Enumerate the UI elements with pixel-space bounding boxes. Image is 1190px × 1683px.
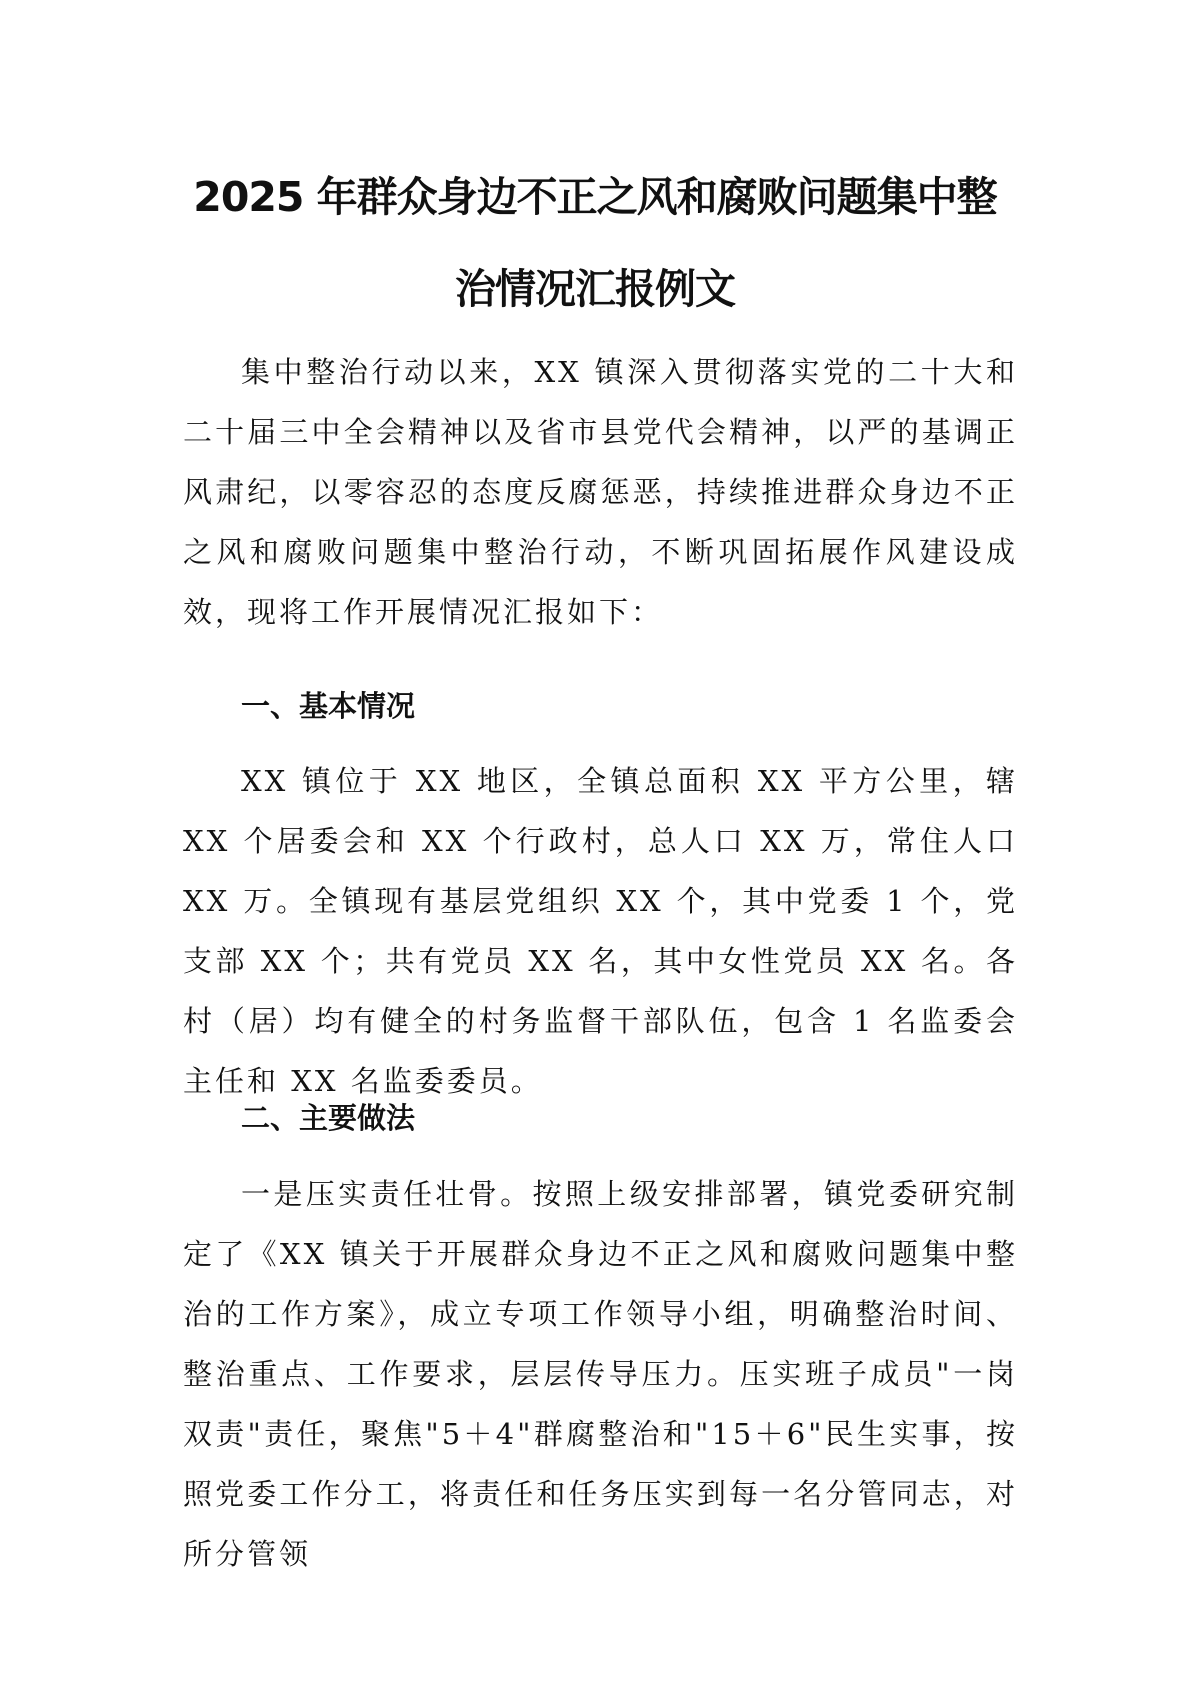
main-practices-paragraph: 一是压实责任壮骨。按照上级安排部署，镇党委研究制定了《XX 镇关于开展群众身边不正之风和腐败问题集中整治的工作方案》，成立专项工作领导小组，明确整治时间、整治重点、工作要求，层层传导压力。压实班子成员"一岗双责"责任，聚焦"5＋4"群腐整治和"15＋6"民生实事，按照党委工作分工，将责任和任务压实到每一名分管同志，对所分管领 xyxy=(183,1177,1018,1571)
section-heading-basic-situation: 一、基本情况 xyxy=(241,689,416,723)
title-line-2: 治情况汇报例文 xyxy=(455,265,735,313)
title-line-1: 2025 年群众身边不正之风和腐败问题集中整 xyxy=(193,173,997,221)
basic-situation-paragraph: XX 镇位于 XX 地区，全镇总面积 XX 平方公里，辖 XX 个居委会和 XX 个行政村，总人口 XX 万，常住人口 XX 万。全镇现有基层党组织 XX 个，其中党委 1 个，党支部 XX 个；共有党员 XX 名，其中女性党员 XX 名。各村（居）均有健全的村务监督干部队伍，包含 1 名监委会主任和 XX 名监委委员。 xyxy=(183,764,1018,1098)
intro-paragraph: 集中整治行动以来，XX 镇深入贯彻落实党的二十大和二十届三中全会精神以及省市县党代会精神，以严的基调正风肃纪，以零容忍的态度反腐惩恶，持续推进群众身边不正之风和腐败问题集中整治行动，不断巩固拓展作风建设成效，现将工作开展情况汇报如下： xyxy=(183,355,1018,629)
document-title xyxy=(150,151,1040,335)
section-heading-main-practices: 二、主要做法 xyxy=(241,1101,416,1135)
